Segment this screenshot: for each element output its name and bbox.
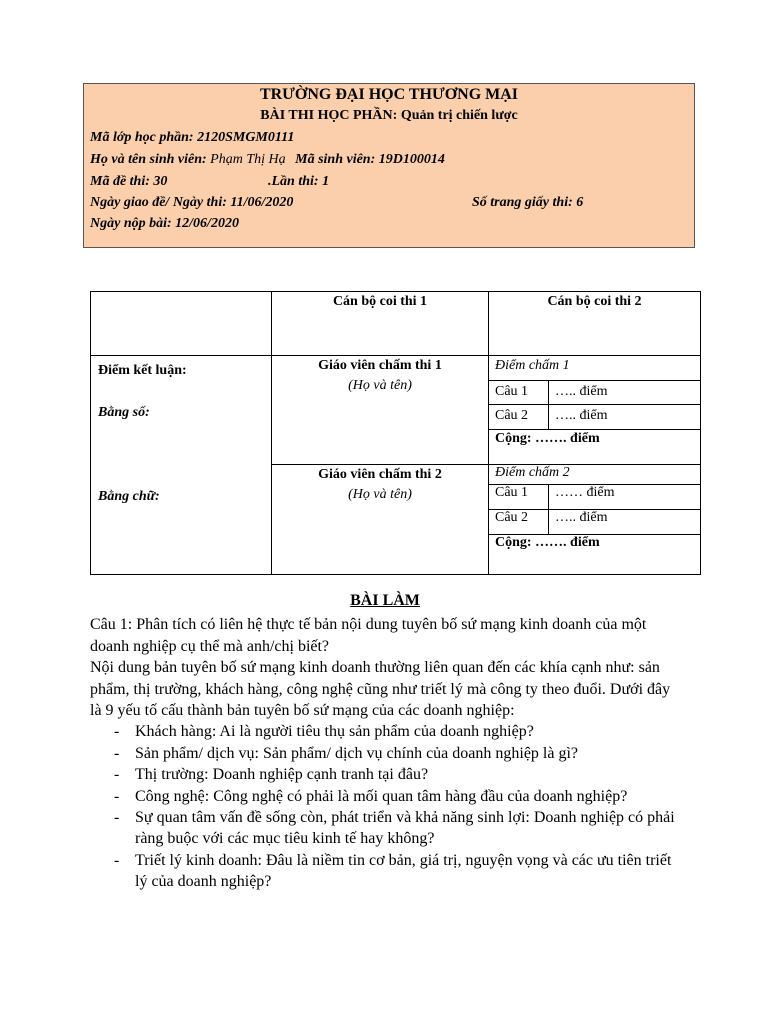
- list-item: - Triết lý kinh doanh: Đâu là niềm tin cơ bản, giá trị, nguyện vọng và các ưu tiên triết lý của doanh nghiệp?: [114, 851, 672, 891]
- grader1-name-hint: (Họ và tên): [348, 378, 412, 393]
- exam-title: BÀI THI HỌC PHẦN: Quản trị chiến lược: [260, 108, 518, 123]
- g2-q1-score: …… điểm: [555, 485, 615, 500]
- proctor1-label: Cán bộ coi thi 1: [332, 294, 428, 309]
- essay-section: [90, 590, 680, 893]
- g1-q2-label-cell: [488, 404, 549, 430]
- exam-attempt: .Lần thi: 1: [268, 174, 330, 189]
- submit-date: Ngày nộp bài: 12/06/2020: [90, 216, 239, 231]
- grader1-cell: [271, 355, 489, 465]
- student-name-label: Họ và tên sinh viên:: [90, 152, 211, 167]
- grading-table: [90, 291, 701, 575]
- exam-code: Mã đề thi: 30: [90, 174, 168, 189]
- g1-q2-score-cell: [548, 404, 701, 430]
- g1-q1-label-cell: [488, 380, 549, 405]
- class-code: Mã lớp học phần: 2120SMGM0111: [90, 130, 295, 145]
- g2-q1-score-cell: [548, 484, 701, 510]
- g1-q1-score-cell: [548, 380, 701, 405]
- final-score-cell: [90, 355, 272, 575]
- list-item: - Công nghệ: Công nghệ có phải là mối quan tâm hàng đầu của doanh nghiệp?: [114, 787, 628, 805]
- grader2-cell: [271, 464, 489, 575]
- g2-q1-label-cell: [488, 484, 549, 510]
- mission-factors-list: [90, 721, 680, 892]
- list-item: - Sản phẩm/ dịch vụ: Sản phẩm/ dịch vụ chính của doanh nghiệp là gì?: [114, 744, 579, 762]
- list-item: - Khách hàng: Ai là người tiêu thụ sản phẩm của doanh nghiệp?: [114, 723, 534, 741]
- exam-header-box: [83, 83, 695, 248]
- g2-q2-label-cell: [488, 509, 549, 535]
- list-item: - Sự quan tâm vấn đề sống còn, phát triển và khả năng sinh lợi: Doanh nghiệp có phải ràng buộc với các mục tiêu kinh tế hay không?: [114, 809, 675, 848]
- score-in-numbers-label: Bằng số:: [98, 405, 150, 420]
- proctor1-cell: [271, 291, 489, 356]
- g1-q2-score: ….. điểm: [555, 408, 608, 423]
- g1-total: Cộng: ……. điểm: [495, 431, 600, 446]
- g1-q1-score: ….. điểm: [555, 384, 608, 399]
- g2-q2-label: Câu 2: [495, 510, 529, 525]
- exam-date: Ngày giao đề/ Ngày thi: 11/06/2020: [90, 195, 294, 210]
- university-name: TRƯỜNG ĐẠI HỌC THƯƠNG MẠI: [259, 86, 519, 103]
- essay-question: Câu 1: Phân tích có liên hệ thực tế bản nội dung tuyên bố sứ mạng kinh doanh của một doanh nghiệp cụ thể mà anh/chị biết?: [90, 616, 647, 655]
- student-info-line: [90, 152, 445, 168]
- final-score-label: Điểm kết luận:: [98, 363, 187, 378]
- essay-title: BÀI LÀM: [350, 592, 420, 609]
- proctor2-cell: [488, 291, 701, 356]
- g2-q2-score-cell: [548, 509, 701, 535]
- grader2-name-hint: (Họ và tên): [348, 487, 412, 502]
- proctor2-label: Cán bộ coi thi 2: [547, 294, 642, 309]
- score2-title: Điểm chấm 2: [495, 465, 570, 480]
- g2-q1-label: Câu 1: [495, 485, 529, 500]
- grader2-label: Giáo viên chấm thi 2: [318, 467, 442, 482]
- student-id: Mã sinh viên: 19D100014: [295, 152, 445, 167]
- g1-q2-label: Câu 2: [495, 408, 529, 423]
- page-count: Số trang giấy thi: 6: [472, 195, 584, 210]
- list-item: - Thị trường: Doanh nghiệp cạnh tranh tại đâu?: [114, 766, 429, 784]
- essay-intro: Nội dung bản tuyên bố sứ mạng kinh doanh thường liên quan đến các khía cạnh như: sản phẩm, thị trường, khách hàng, công nghệ cũng như triết lý mà công ty theo đuổi. Dưới đây là 9 yếu tố cấu thành bản tuyên bố sứ mạng của các doanh nghiệp:: [90, 659, 671, 720]
- score1-title: Điểm chấm 1: [495, 358, 570, 373]
- g1-q1-label: Câu 1: [495, 384, 529, 399]
- student-name: Phạm Thị Hạ: [210, 152, 286, 167]
- grader1-label: Giáo viên chấm thi 1: [318, 358, 442, 373]
- g2-q2-score: ….. điểm: [555, 510, 608, 525]
- score-in-words-label: Bằng chữ:: [98, 489, 160, 504]
- g2-total: Cộng: ……. điểm: [495, 535, 600, 550]
- empty-header-cell: [90, 291, 272, 356]
